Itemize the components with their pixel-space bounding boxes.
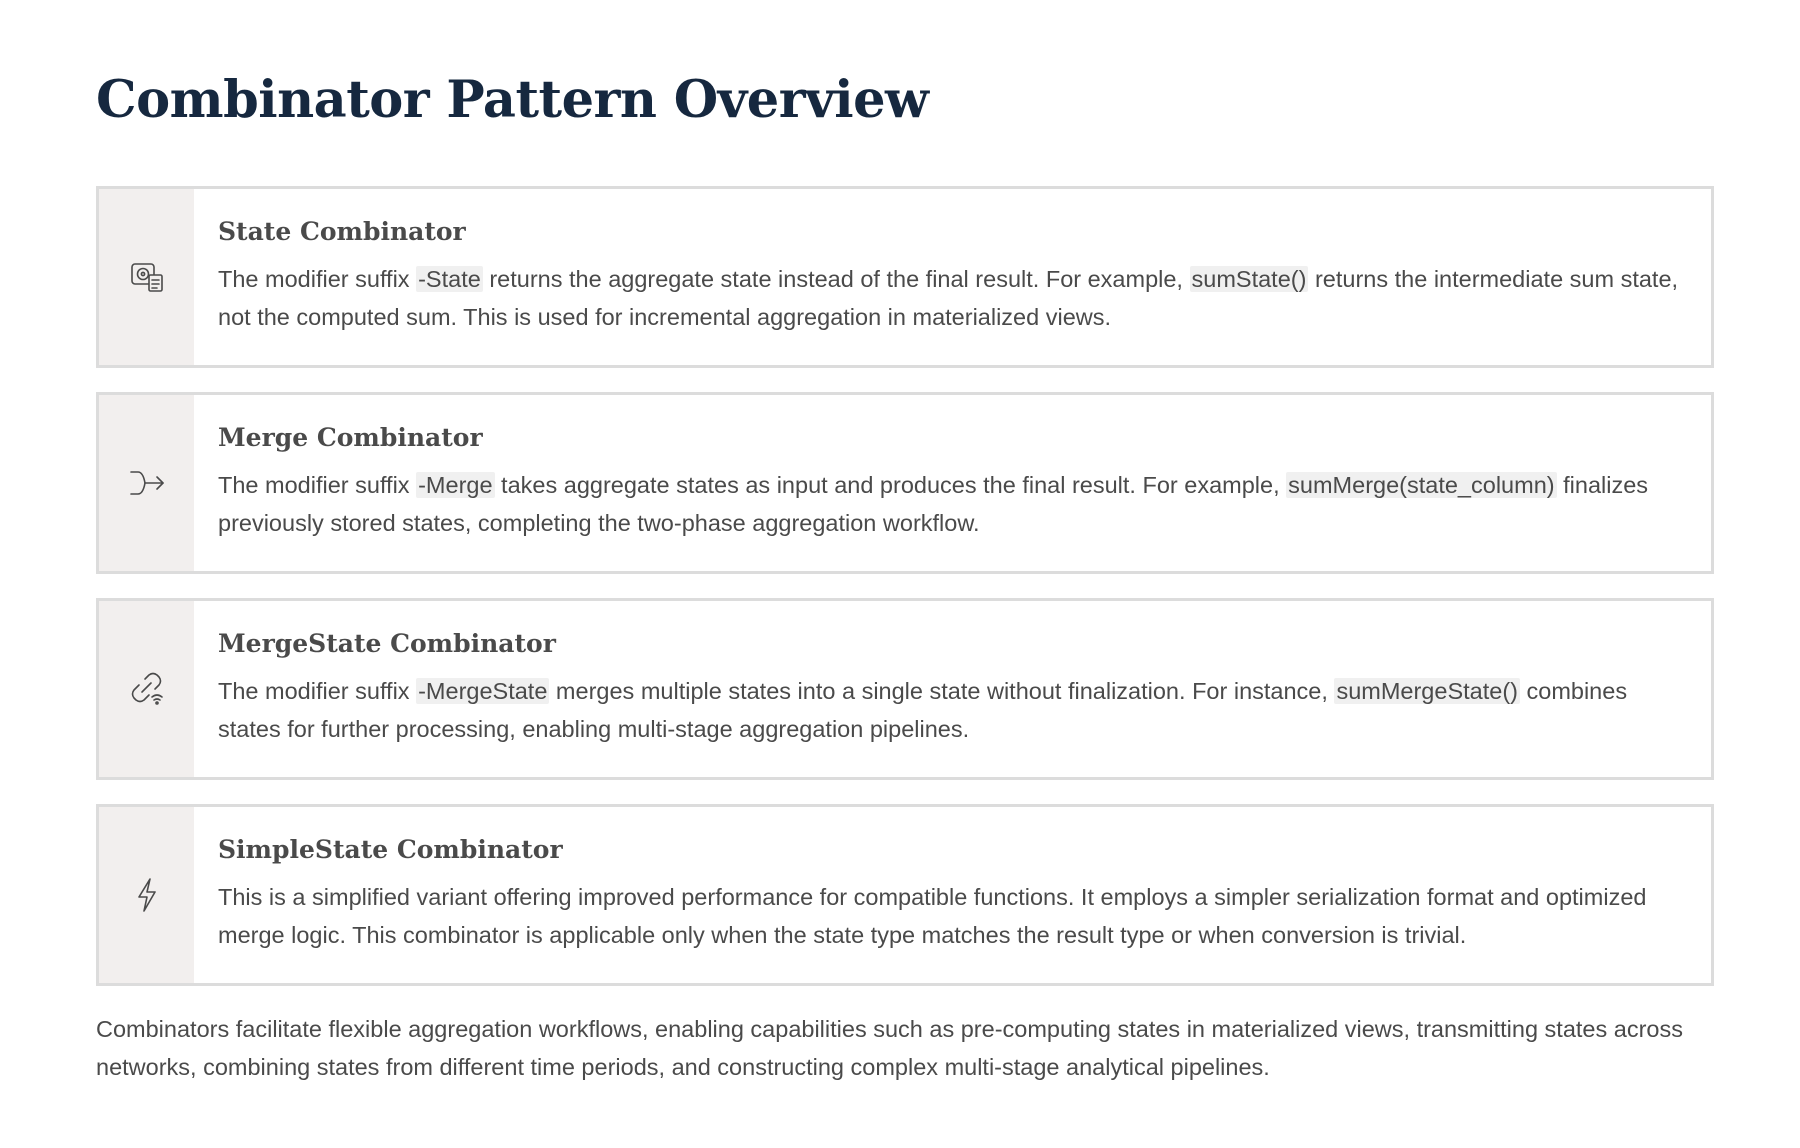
inline-code: sumMergeState() [1336,678,1518,704]
text-segment: combines states for further processing, enabling multi-stage aggregation pipelines. [218,678,1628,742]
card-description [218,260,1689,336]
text-segment: takes aggregate states as input and produces the final result. For example, [494,472,1287,498]
state-icon [127,257,167,297]
card-description [218,466,1689,542]
card-mergestate-combinator [96,598,1714,780]
inline-code: sumMerge(state_column) [1288,472,1555,498]
card-merge-combinator [96,392,1714,574]
card-title: MergeState Combinator [218,629,556,658]
text-segment: returns the aggregate state instead of the final result. For example, [482,266,1190,292]
text-segment: The modifier suffix [218,472,417,498]
card-icon-cell [99,807,194,983]
card-title: SimpleState Combinator [218,835,563,864]
text-segment: finalizes previously stored states, completing the two-phase aggregation workflow. [218,472,1649,536]
card-body [194,189,1711,365]
link-icon [127,669,167,709]
merge-arrow-icon [127,463,167,503]
page-title: Combinator Pattern Overview [96,70,929,130]
inline-code: -MergeState [418,678,548,704]
text-segment: returns the intermediate sum state, not the computed sum. This is used for incremental aggregation in materialized views. [218,266,1679,330]
combinator-list [96,186,1714,1010]
text-segment: merges multiple states into a single state without finalization. For instance, [549,678,1335,704]
summary-paragraph: Combinators facilitate flexible aggregation workflows, enabling capabilities such as pre-computing states in materialized views, transmitting states across networks, combining states from different time periods, and constructing complex multi-stage analytical pipelines. [96,1016,1683,1080]
card-title: State Combinator [218,217,466,246]
card-title: Merge Combinator [218,423,483,452]
card-body [194,395,1711,571]
text-segment: The modifier suffix [218,678,417,704]
card-icon-cell [99,189,194,365]
card-description [218,672,1689,748]
inline-code: sumState() [1191,266,1307,292]
card-body [194,807,1711,983]
text-segment: The modifier suffix [218,266,417,292]
card-body [194,601,1711,777]
lightning-icon [127,875,167,915]
card-description: This is a simplified variant offering improved performance for compatible functions. It employs a simpler serialization format and optimized merge logic. This combinator is applicable only when the state type matches the result type or when conversion is trivial. [218,884,1647,948]
card-state-combinator [96,186,1714,368]
inline-code: -State [418,266,481,292]
card-icon-cell [99,395,194,571]
card-simplestate-combinator [96,804,1714,986]
card-icon-cell [99,601,194,777]
inline-code: -Merge [418,472,493,498]
